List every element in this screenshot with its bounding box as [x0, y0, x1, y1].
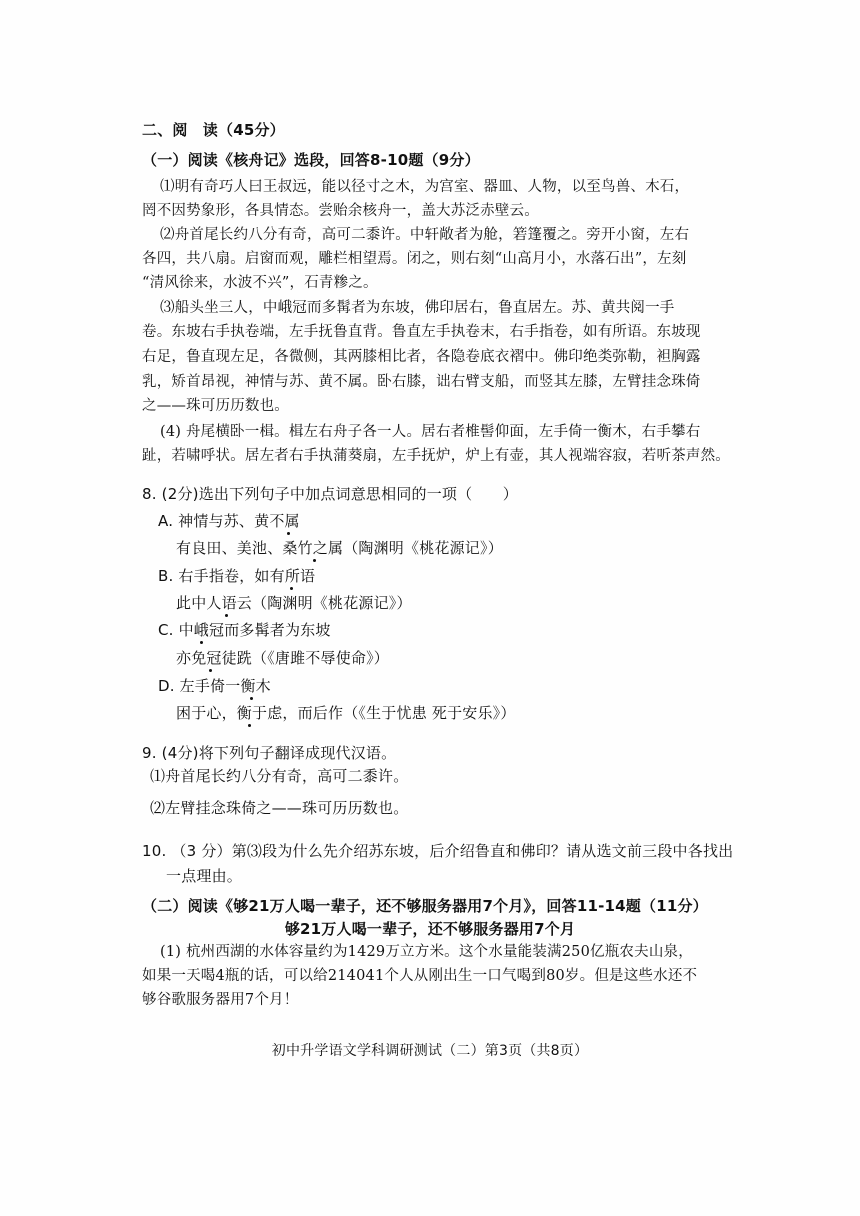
- passage-line: 罔不因势象形，各具情态。尝贻余核舟一，盖大苏泛赤壁云。: [142, 203, 539, 219]
- q8-option-a: A. 神情与苏、黄不属: [158, 512, 300, 530]
- passage-line: ⑶船头坐三人，中峨冠而多髯者为东坡，佛印居右，鲁直居左。苏、黄共阅一手: [160, 300, 675, 316]
- q10-stem-continued: 一点理由。: [166, 867, 243, 885]
- q8-option-d: D. 左手倚一衡木: [158, 677, 271, 695]
- q8-stem: 8. (2分)选出下列句子中加点词意思相同的一项（ ）: [142, 485, 518, 503]
- part2-heading: （二）阅读《够21万人喝一辈子，还不够服务器用7个月》，回答11-14题（11分）: [142, 897, 708, 915]
- passage-line: 之——珠可历历数也。: [142, 398, 289, 414]
- q9-stem: 9. (4分)将下列句子翻译成现代汉语。: [142, 744, 397, 762]
- passage-line: 够谷歌服务器用7个月！: [142, 992, 299, 1008]
- q8-option-d-compare: 困于心，衡于虑，而后作（《生于忧患 死于安乐》）: [176, 704, 516, 722]
- emphasis-dot: [225, 614, 228, 617]
- emphasis-dot: [209, 669, 212, 672]
- passage-line: (4) 舟尾横卧一楫。楫左右舟子各一人。居右者椎髻仰面，左手倚一衡木，右手攀右: [160, 424, 701, 440]
- q8-option-b: B. 右手指卷，如有所语: [158, 567, 316, 585]
- q9-item-2: ⑵左臂挂念珠倚之——珠可历历数也。: [150, 799, 409, 817]
- page-footer: 初中升学语文学科调研测试（二）第3页（共8页）: [271, 1043, 589, 1059]
- section-title: 二、阅 读（45分）: [142, 121, 285, 139]
- q10-stem: 10. （3 分）第⑶段为什么先介绍苏东坡，后介绍鲁直和佛印？请从选文前三段中各找出: [142, 842, 734, 860]
- passage-line: 各四，共八扇。启窗而观，雕栏相望焉。闭之，则右刻“山高月小，水落石出”，左刻: [142, 251, 687, 267]
- passage-line: (1) 杭州西湖的水体容量约为1429万立方米。这个水量能装满250亿瓶农夫山泉，: [160, 944, 693, 960]
- article-title: 够21万人喝一辈子，还不够服务器用7个月: [284, 920, 576, 938]
- emphasis-dot: [248, 724, 251, 727]
- q8-option-b-compare: 此中人语云（陶渊明《桃花源记》）: [176, 594, 412, 612]
- emphasis-dot: [250, 697, 253, 700]
- part1-heading: （一）阅读《核舟记》选段，回答8-10题（9分）: [142, 151, 480, 169]
- emphasis-dot: [313, 559, 316, 562]
- emphasis-dot: [290, 587, 293, 590]
- passage-line: 如果一天喝4瓶的话，可以给214041个人从刚出生一口气喝到80岁。但是这些水还不: [142, 968, 698, 984]
- emphasis-dot: [200, 641, 203, 644]
- q8-option-c: C. 中峨冠而多髯者为东坡: [158, 621, 331, 639]
- passage-line: ⑵舟首尾长约八分有奇，高可二黍许。中轩敞者为舱，箬篷覆之。旁开小窗，左右: [160, 227, 690, 243]
- q8-option-c-compare: 亦免冠徒跣（《唐雎不辱使命》）: [176, 649, 390, 667]
- passage-line: 右足，鲁直现左足，各微侧，其两膝相比者，各隐卷底衣褶中。佛印绝类弥勒，袒胸露: [142, 349, 701, 365]
- passage-line: 乳，矫首昂视，神情与苏、黄不属。卧右膝，诎右臂支船，而竖其左膝，左臂挂念珠倚: [142, 374, 701, 390]
- q8-option-a-compare: 有良田、美池、桑竹之属（陶渊明《桃花源记》）: [176, 539, 503, 557]
- emphasis-dot: [287, 532, 290, 535]
- passage-line: 卷。东坡右手执卷端，左手抚鲁直背。鲁直左手执卷末，右手指卷，如有所语。东坡现: [142, 324, 701, 340]
- q9-item-1: ⑴舟首尾长约八分有奇，高可二黍许。: [150, 767, 409, 785]
- passage-line: “清风徐来，水波不兴”，石青糁之。: [142, 275, 378, 291]
- passage-line: 趾，若啸呼状。居左者右手执蒲葵扇，左手抚炉，炉上有壶，其人视端容寂，若听茶声然。: [142, 448, 730, 464]
- passage-line: ⑴明有奇巧人曰王叔远，能以径寸之木，为宫室、器皿、人物，以至鸟兽、木石，: [160, 179, 690, 195]
